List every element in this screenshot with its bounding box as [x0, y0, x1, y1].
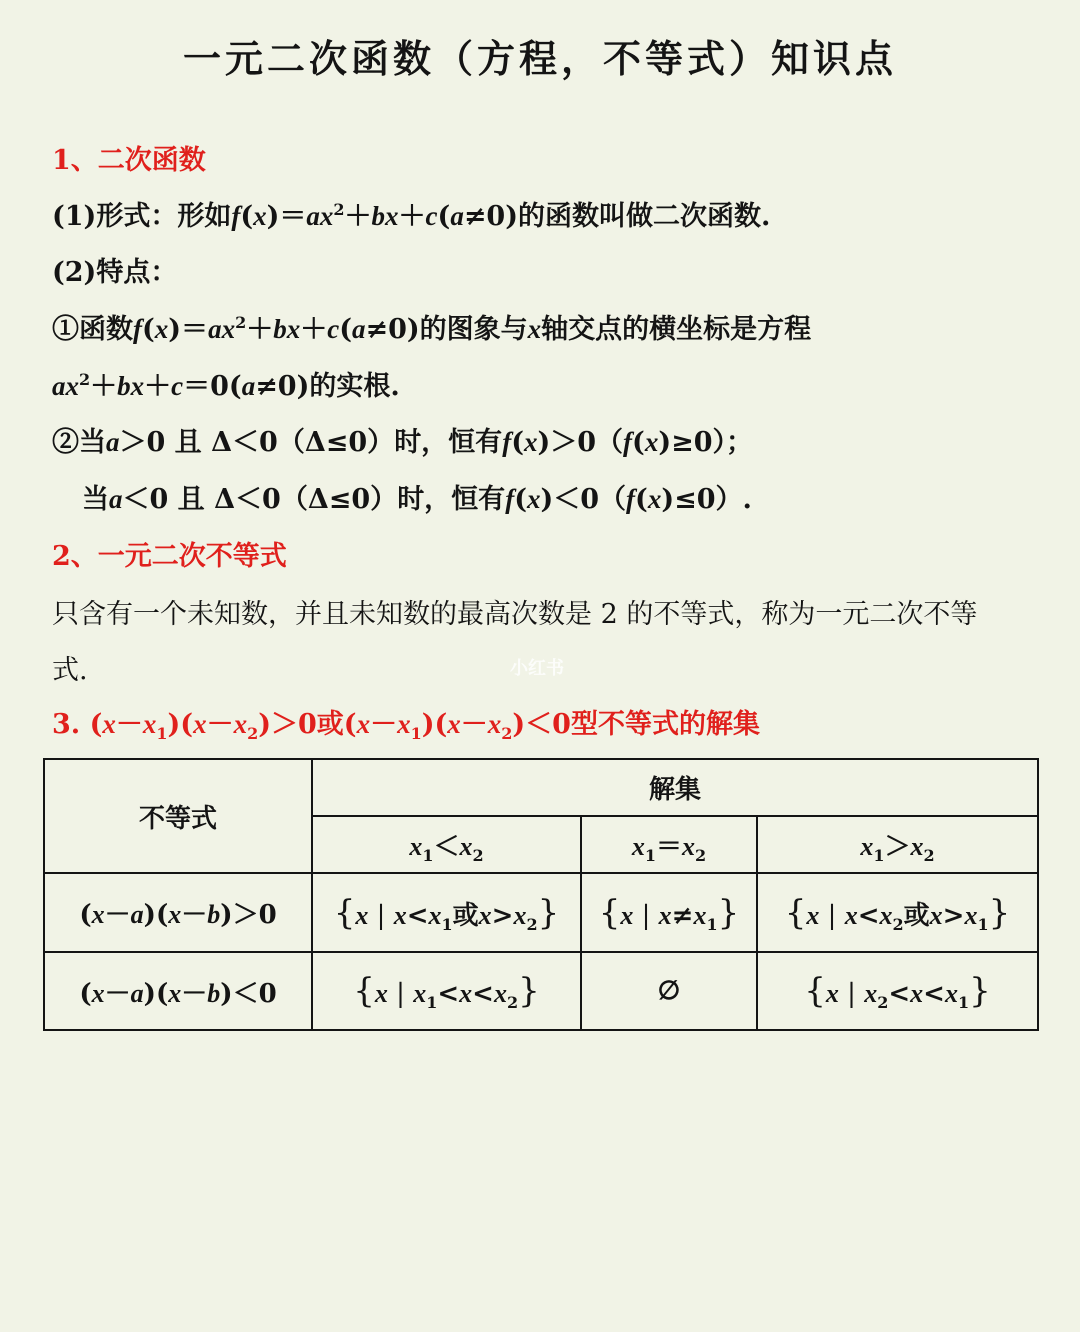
header-solution: 解集 — [312, 759, 1038, 816]
point-3-prefix: 当 — [82, 484, 109, 515]
point-1-suffix: 的图象与 — [419, 314, 528, 345]
row-lt-case-gt: {x | $x_2<x<x_1$} — [757, 952, 1038, 1030]
header-case-eq: $x_1=x_2$ — [581, 816, 757, 873]
row-lt-case-eq: ∅ — [581, 952, 757, 1030]
section-1-heading: 1、二次函数 — [52, 145, 206, 176]
row-lt-inequality: (x－a)(x－b)＜0 — [44, 952, 312, 1030]
section-3-heading: 3. $(x-x_1)(x-x_2)>0$或$(x-x_1)(x-x_2)<0$型不等式的解集 — [52, 709, 760, 743]
row-lt-case-lt: {x | $x_1<x<x_2$} — [312, 952, 581, 1030]
section-2-body-1: 只含有一个未知数，并且未知数的最高次数是 2 的不等式，称为一元二次不等 — [52, 599, 978, 630]
form-line: (1)形式：形如$f(x)=ax^2+bx+c(a\ne 0)$的函数叫做二次函数. — [52, 200, 771, 232]
row-gt-case-gt: {x | $x<x_2$或$x>x_1$} — [757, 873, 1038, 952]
point-2-mid: 时，恒有 — [394, 427, 503, 458]
header-inequality: 不等式 — [44, 759, 312, 873]
row-gt-inequality: (x－a)(x－b)＞0 — [44, 873, 312, 952]
row-gt-case-eq: {x | $x\ne x_1$} — [581, 873, 757, 952]
point-1-line-2-suffix: 的实根. — [309, 371, 400, 402]
section-2-body-2: 式. — [52, 655, 88, 686]
point-3-mid: 时，恒有 — [397, 484, 506, 515]
watermark: 小红书 — [510, 658, 564, 679]
point-2-line: ②当a＞0 且 Δ＜0（Δ≤0）时，恒有f(x)＞0（f(x)≥0）； — [52, 427, 753, 458]
section-3-or: 或 — [316, 709, 344, 740]
or-text: 或 — [452, 900, 479, 931]
point-1-line: ①函数$f(x)=ax^2+bx+c(a\ne 0)$的图象与x轴交点的横坐标是方程 — [52, 313, 812, 345]
point-1-tail: 轴交点的横坐标是方程 — [541, 314, 812, 345]
form-suffix: 的函数叫做二次函数. — [518, 201, 771, 232]
header-case-gt: $x_1>x_2$ — [757, 816, 1038, 873]
section-3-suffix: 型不等式的解集 — [570, 709, 760, 740]
row-gt-case-lt: {x | $x<x_1$或$x>x_2$} — [312, 873, 581, 952]
point-1-line-2: $ax^2+bx+c=0(a\ne 0)$的实根. — [52, 370, 400, 402]
point-2-prefix: ②当 — [52, 427, 106, 458]
form-label: (1)形式：形如 — [52, 201, 232, 232]
point-3-line: 当a＜0 且 Δ＜0（Δ≤0）时，恒有f(x)＜0（f(x)≤0）. — [82, 484, 752, 515]
page-title: 一元二次函数（方程，不等式）知识点 — [182, 36, 897, 81]
section-3-num: 3. — [52, 709, 81, 740]
header-case-lt: $x_1<x_2$ — [312, 816, 581, 873]
feature-label: (2)特点： — [52, 257, 178, 288]
or-text: 或 — [903, 900, 930, 931]
section-2-heading: 2、一元二次不等式 — [52, 541, 287, 572]
solution-table — [43, 758, 1039, 1031]
point-1-prefix: ①函数 — [52, 314, 133, 345]
